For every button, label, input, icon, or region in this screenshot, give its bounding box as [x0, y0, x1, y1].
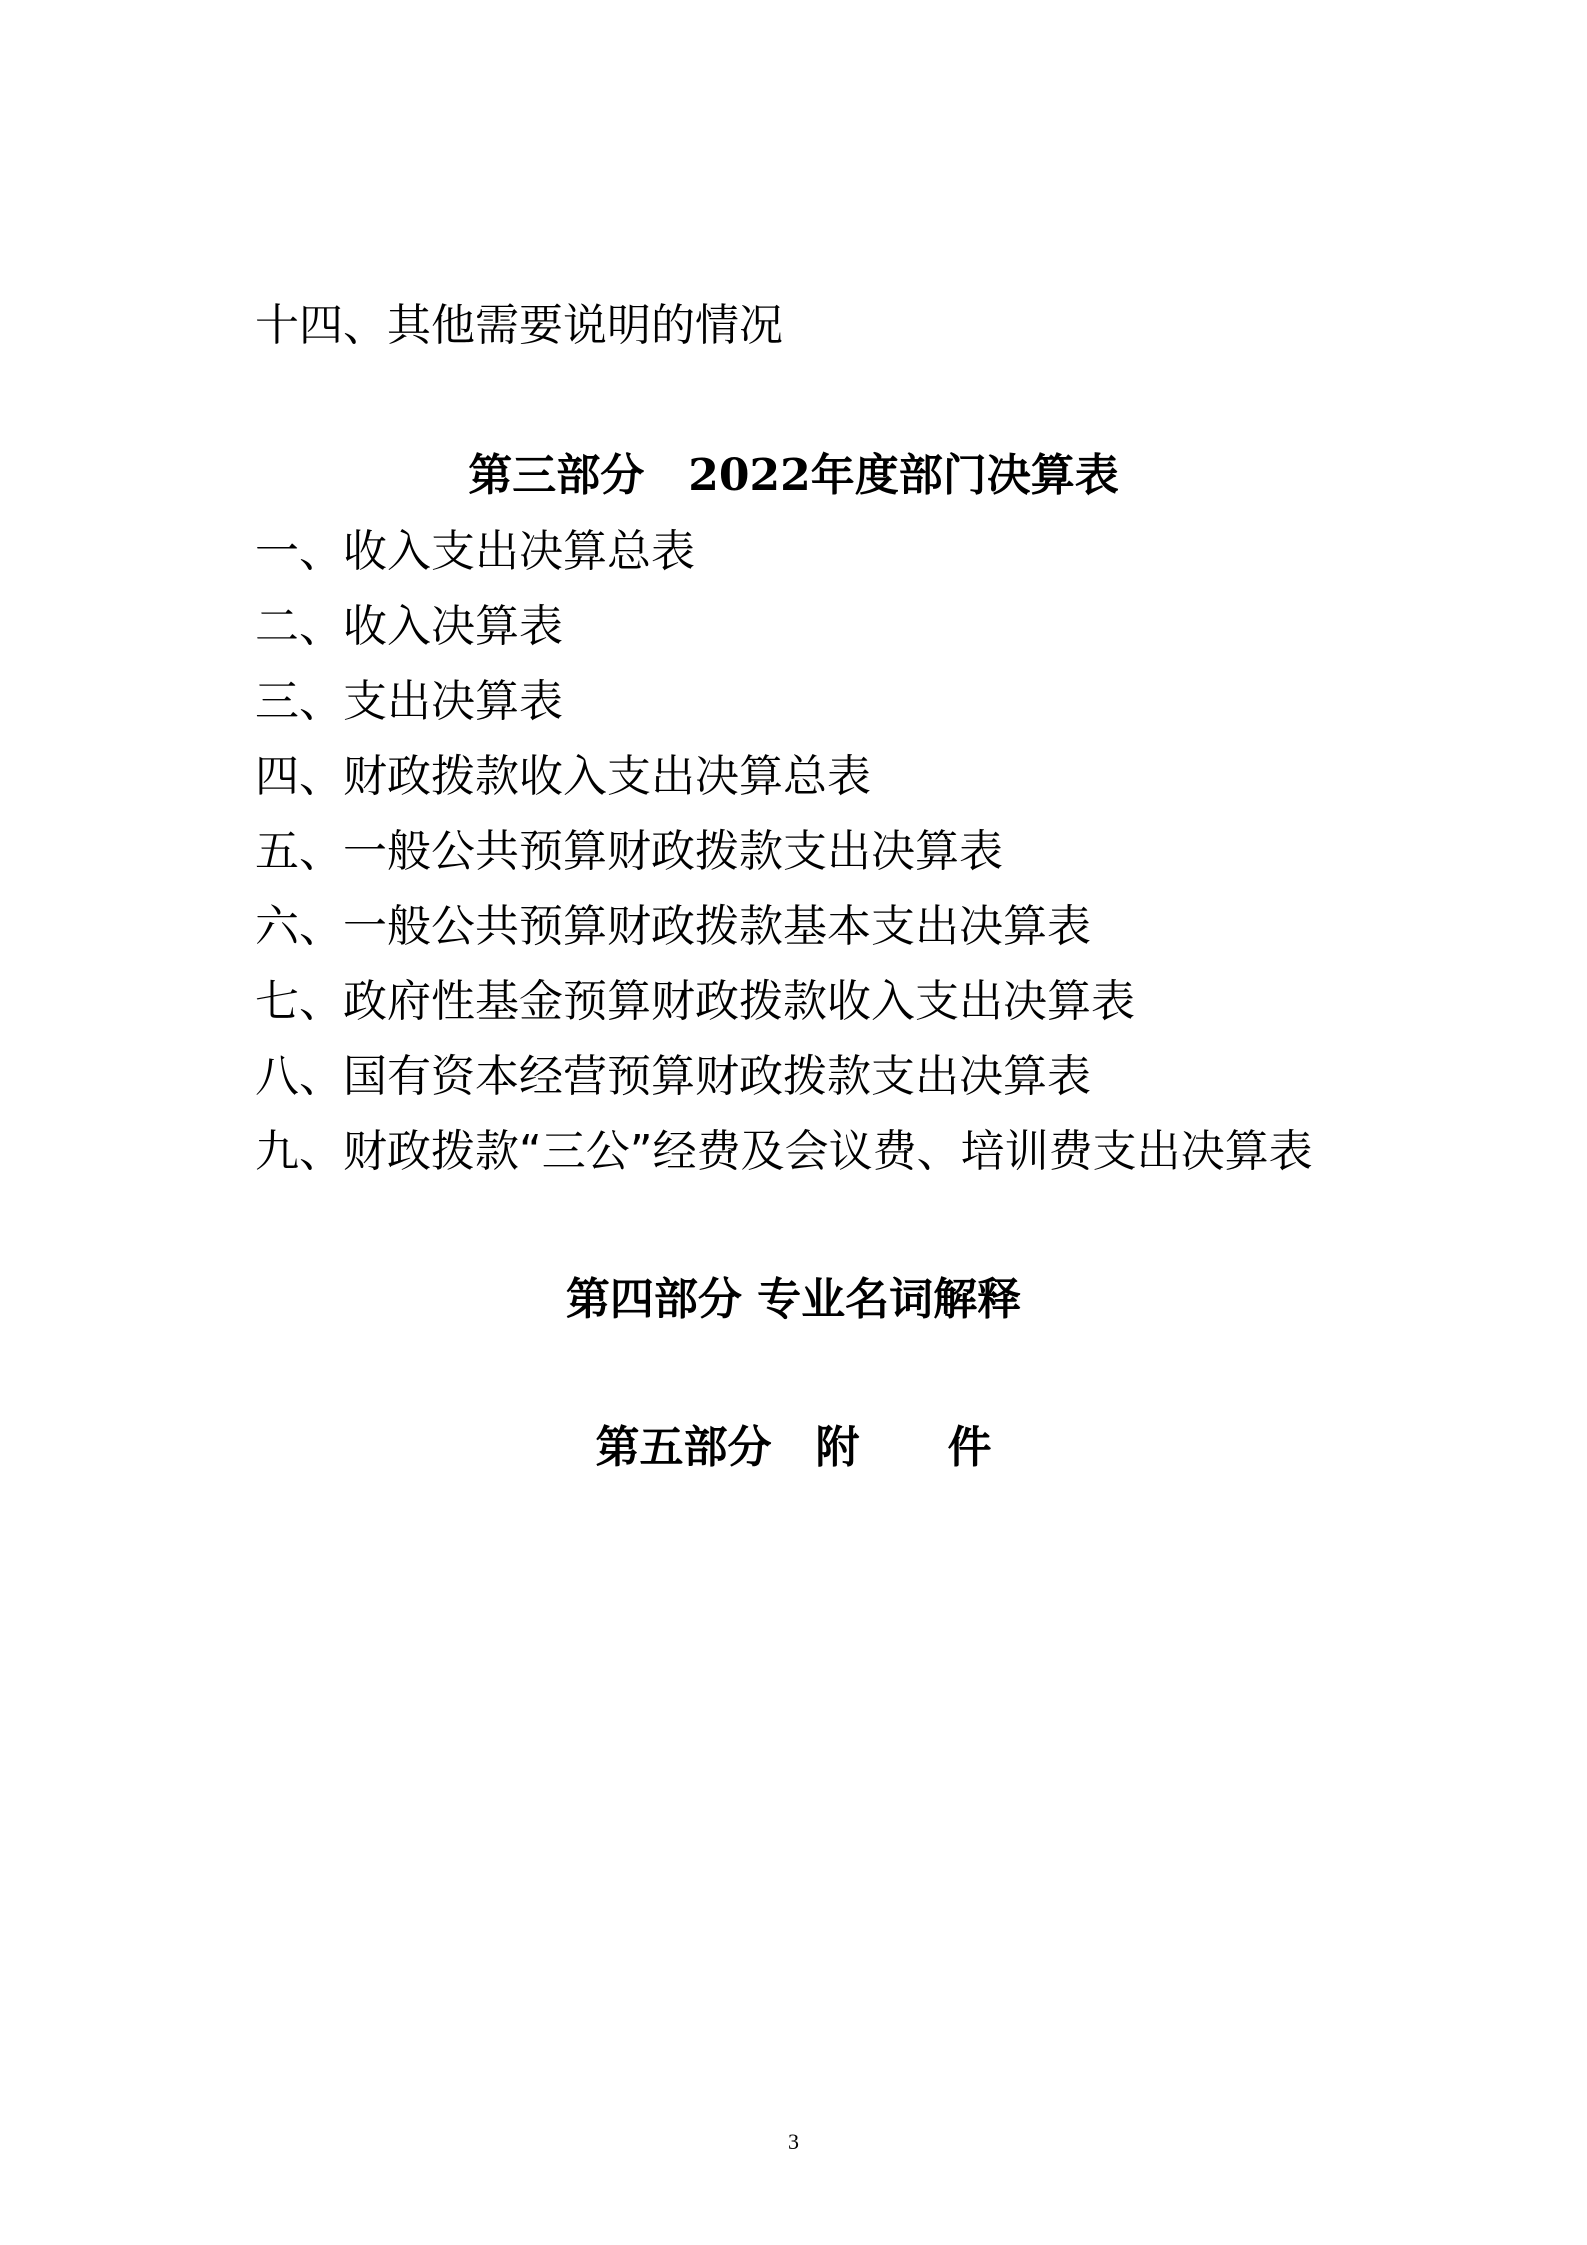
toc-item: 三、支出决算表 — [255, 676, 563, 727]
toc-item: 五、一般公共预算财政拨款支出决算表 — [255, 826, 1003, 877]
toc-item: 九、财政拨款“三公”经费及会议费、培训费支出决算表 — [255, 1126, 1313, 1177]
toc-item-other-notes: 十四、其他需要说明的情况 — [255, 300, 783, 351]
section-heading-part3: 第三部分 2022年度部门决算表 — [468, 450, 1119, 501]
page-number: 3 — [788, 2129, 799, 2154]
toc-item: 八、国有资本经营预算财政拨款支出决算表 — [255, 1051, 1091, 1102]
toc-item: 四、财政拨款收入支出决算总表 — [255, 751, 871, 802]
toc-item: 七、政府性基金预算财政拨款收入支出决算表 — [255, 976, 1135, 1027]
toc-item: 一、收入支出决算总表 — [255, 526, 695, 577]
section-heading-part5: 第五部分 附 件 — [595, 1422, 992, 1473]
section-heading-part4: 第四部分 专业名词解释 — [565, 1274, 1022, 1325]
toc-item: 六、一般公共预算财政拨款基本支出决算表 — [255, 901, 1091, 952]
toc-item: 二、收入决算表 — [255, 601, 563, 652]
